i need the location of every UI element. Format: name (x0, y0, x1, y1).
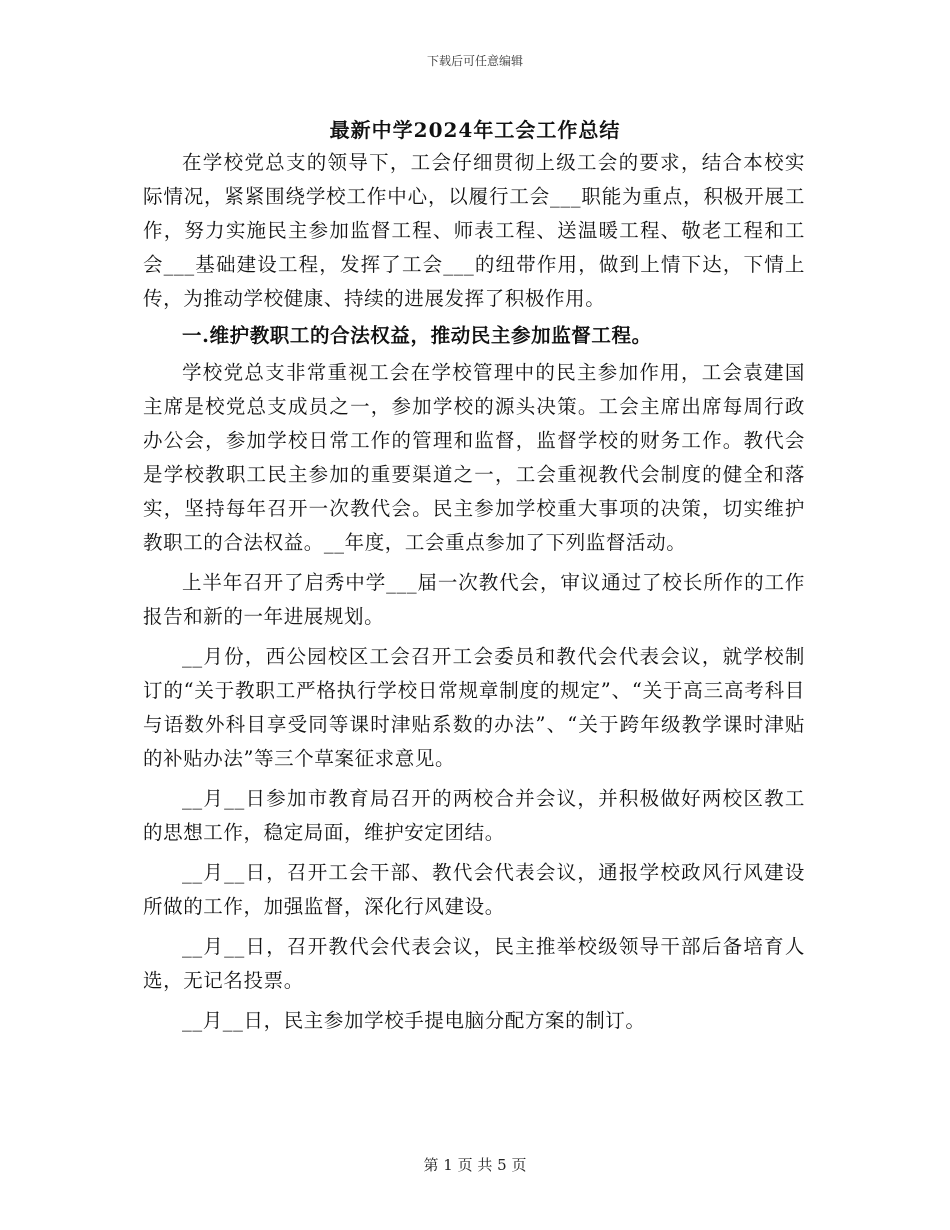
paragraph-style-meeting: __月__日，召开工会干部、教代会代表会议，通报学校政风行风建设所做的工作，加强监督，深化行风建设。 (143, 861, 805, 918)
header-note: 下载后可任意编辑 (426, 54, 523, 68)
paragraph-merger-meeting: __月__日参加市教育局召开的两校合并会议，并积极做好两校区教工的思想工作，稳定局面，维护安定团结。 (143, 787, 805, 844)
section-heading-1: 一.维护教职工的合法权益，推动民主参加监督工程。 (182, 324, 652, 347)
paragraph-laptop-plan: __月__日，民主参加学校手提电脑分配方案的制订。 (182, 1009, 646, 1032)
document-title: 最新中学2024年工会工作总结 (329, 118, 621, 142)
paragraph-intro: 在学校党总支的领导下，工会仔细贯彻上级工会的要求，结合本校实际情况，紧紧围绕学校工作中心，以履行工会___职能为重点，积极开展工作，努力实施民主参加监督工程、师表工程、送温暖工程、敬老工程和工会___基础建设工程，发挥了工会___的纽带作用，做到上情下达，下情上传，为推动学校健康、持续的进展发挥了积极作用。 (143, 151, 805, 310)
paragraph-campus-meeting: __月份，西公园校区工会召开工会委员和教代会代表会议，就学校制订的“关于教职工严格执行学校日常规章制度的规定”、“关于高三高考科目与语数外科目享受同等课时津贴系数的办法”、“关于跨年级教学课时津贴的补贴办法”等三个草案征求意见。 (143, 645, 805, 770)
paragraph-cadre-vote: __月__日，召开教代会代表会议，民主推举校级领导干部后备培育人选，无记名投票。 (143, 935, 805, 992)
paragraph-democratic-participation: 学校党总支非常重视工会在学校管理中的民主参加作用，工会袁建国主席是校党总支成员之一，参加学校的源头决策。工会主席出席每周行政办公会，参加学校日常工作的管理和监督，监督学校的财务工作。教代会是学校教职工民主参加的重要渠道之一，工会重视教代会制度的健全和落实，坚持每年召开一次教代会。民主参加学校重大事项的决策，切实维护教职工的合法权益。__年度，工会重点参加了下列监督活动。 (143, 361, 805, 554)
paragraph-congress: 上半年召开了启秀中学___届一次教代会，审议通过了校长所作的工作报告和新的一年进展规划。 (143, 571, 805, 628)
page-number-footer: 第 1 页 共 5 页 (423, 1156, 527, 1174)
document-body (143, 146, 805, 1038)
